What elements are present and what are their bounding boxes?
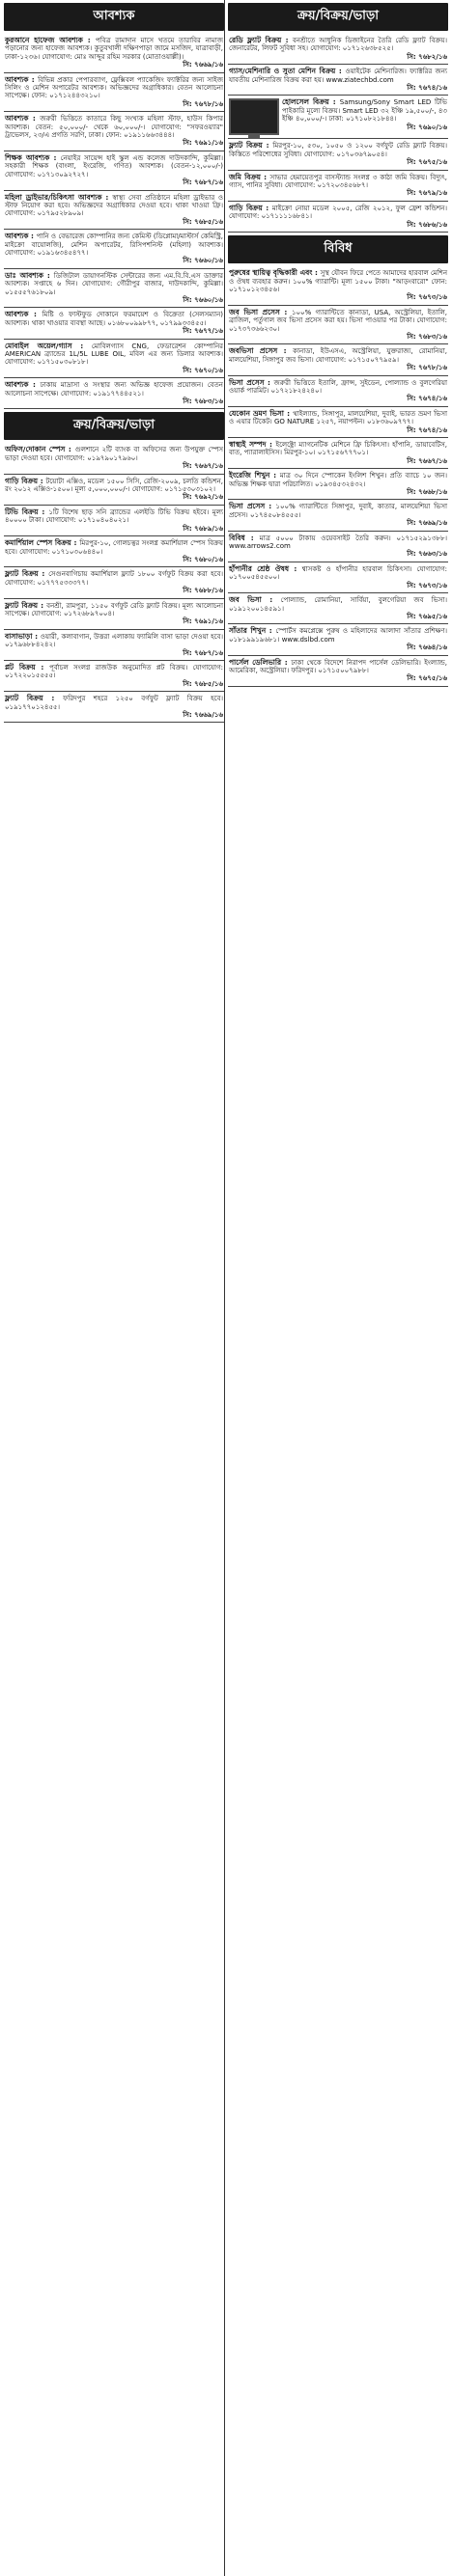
ad-text: সুস্থ যৌবন ফিরে পেতে আমাদের হারবাল মেশিন ও ঔষধ ব্যবহার করুন। ১০০% গ্যারান্টি। মূল্য ১৫০০ টাকা। "আড়ংবারো" ফোন: ০১৭১০১২৩৪৫৬।: [229, 269, 448, 293]
right-column: [228, 0, 448, 2576]
section-header-buy-sell-rent: ক্রয়/বিক্রয়/ভাড়া: [4, 412, 224, 440]
ad-text: মোবিলগ্যাস CNG, ফেডারেশন কোম্পানির AMERICAN ব্র্যান্ডের 1L/5L LUBE OIL, মবিল এর জন্য ডিলার আবশ্যক। যোগাযোগ: ০১৭১৫০৩০৮১৮।: [5, 342, 223, 367]
ad-category: আবশ্যক :: [5, 310, 42, 319]
classified-ad: [4, 113, 224, 151]
classified-ad: [228, 172, 448, 202]
section-header-wanted: আবশ্যক: [4, 3, 224, 31]
ad-reference-code: সি: ৭৬৮৩/১৬: [407, 332, 447, 341]
ad-category: গাড়ি বিক্রয় :: [5, 476, 46, 485]
ad-category: ভিসা প্রসেস :: [229, 502, 276, 511]
ad-text: জরুরী ভিত্তিতে কাতারে কিছু সংখ্যক মহিলা স্টাফ, হাউস কিপার আবশ্যক। বেতন: ৫০,০০০/- থেকে ৬০,০০০/-। যোগাযোগ: "সফরওয়্যার" ট্রাভেলস, ২৩/এ প্রগতি সরণি, ঢাকা। ফোন: ০১৯১১৬৬৩৪৪৪।: [5, 115, 223, 140]
miscellaneous-ads: [228, 267, 448, 687]
ad-text: মিরপুর-১০, গোলচত্বর সংলগ্ন কমার্শিয়াল স্পেস বিক্রয় হবে। যোগাযোগ: ০১৭১০৩০৬৪৪০।: [5, 539, 223, 556]
ad-text: বনশ্রীতে আধুনিক ডিজাইনের তৈরি রেডি ফ্ল্যাট বিক্রয়। জেনারেটর, লিফট সুবিধা সহ। যোগাযোগ: ০১৭১২৬৩৮৫২৫।: [229, 37, 447, 53]
ad-text: স্পোর্টস কমপ্লেক্সে পুরুষ ও মহিলাদের আলাদা সাঁতার প্রশিক্ষণ। ০১৮১৯৯১৯৬৮১। www.dslbd.com: [229, 627, 447, 644]
ad-reference-code: সি: ৭৬৭৩/১৬: [407, 581, 447, 589]
ad-text: থাইল্যান্ড, সিঙ্গাপুর, মালয়েশিয়া, দুবাই, ভারত ভ্রমণ ভিসা ও এয়ার টিকেট। GO NATURE ১২৫৭, নয়াপল্টন। ০১৮৩৬০৯৭৭৭।: [229, 409, 447, 426]
ad-text: ইলেক্ট্রো ম্যাগনেটিক মেশিনে ফ্রি চিকিৎসা। হাঁপানি, ডায়াবেটিস, বাত, প্যারালাইসিস। মিরপুর-১০। ০১৭১৫৬৭৭৭০১।: [229, 441, 447, 457]
ad-reference-code: সি: ৭৬৮৫/১৬: [183, 679, 223, 688]
ad-reference-code: সি: ৭৬৮৭/১৬: [183, 648, 223, 657]
ad-category: ফ্ল্যাট বিক্রয় :: [229, 141, 273, 151]
ad-category: গাড়ি বিক্রয় :: [229, 203, 272, 212]
ad-text: জরুরী ভিত্তিতে ইতালি, ফ্রান্স, সুইডেন, পোল্যান্ড ও বুলগেরিয়া ওয়ার্ক পারমিট। ০১৭২১৮২৪২৪০।: [229, 378, 448, 395]
classified-ad: [228, 594, 448, 624]
ad-category: জব ভিসা প্রসেস :: [229, 307, 292, 316]
classified-ad: [4, 35, 224, 73]
tv-image: [229, 98, 279, 135]
classified-ad: [4, 152, 224, 191]
buy-sell-ads-left: [4, 444, 224, 723]
ad-text: পানি ও বেভারেজ কোম্পানির জন্য কেমিস্ট (ডিপ্লোমা/মাস্টার্স কেমিস্ট্রি, মাইক্রো বায়োলজি), মেশিন অপারেটর, রিসিপশনিস্ট (মহিলা) আবশ্যক। যোগাযোগ: ০১৯১৬৩৪৫৪৭৭।: [5, 233, 224, 257]
ad-category: পার্সেল ডেলিভারি :: [229, 657, 292, 667]
ad-category: আবশ্যক :: [5, 114, 41, 123]
ad-reference-code: সি: ৭৬৭৮/১৬: [407, 364, 447, 372]
ad-reference-code: সি: ৭৬৮২/১৬: [407, 52, 447, 61]
classified-ad: [228, 66, 448, 96]
ad-text: পূর্বাচল সংলগ্ন রাজউক অনুমোদিত প্লট বিক্রয়। যোগাযোগ: ০১৭২২০১৫৫৫৫।: [5, 663, 223, 680]
ad-category: ভিসা প্রসেস :: [229, 377, 274, 387]
classified-ad: [228, 307, 448, 345]
ad-text: ১০০% গ্যারান্টিতে সিঙ্গাপুর, দুবাই, কাতার, মালয়েশিয়া ভিসা প্রসেস। ০১৭৪৫০৮৪৫৫৫।: [229, 503, 447, 519]
ad-text: মাত্র ৫০০০ টাকায় ওয়েবসাইট তৈরি করুন। ০১৭১৫২৯১৩৮৮। www.arrows2.com: [229, 534, 447, 551]
classified-ad: [4, 600, 224, 630]
ad-text: কানাডা, ইউএসএ, অস্ট্রেলিয়া, যুক্তরাজ্য, রোমানিয়া, মালয়েশিয়া, সিঙ্গাপুর জব ভিসা। যোগাযোগ: ০১৭১৫০৭৭৯৫৯।: [229, 347, 447, 364]
ad-reference-code: সি: ৭৬৮৯/১৬: [183, 524, 223, 533]
classified-ad: [4, 568, 224, 598]
classified-ad: [228, 657, 448, 687]
ad-text: সেগুনবাগিচায় কমার্শিয়াল ফ্ল্যাট ১৮০০ বর্গফুট বিক্রয় করা হবে। যোগাযোগ: ০১৭৭৭৫৩৩৩৭৭।: [5, 570, 223, 587]
ad-category: পুরুষের স্থায়িত্ব বৃদ্ধিকারী এবং :: [229, 268, 321, 278]
ad-category: গ্যাস/মেশিনারি ও সুতা মেশিন বিক্রয় :: [229, 67, 346, 76]
ad-text: শ্বাসকষ্ট ও হাঁপানীর হারবাল চিকিৎসা। যোগাযোগ: ০১৭০০৫৪৫৫০০।: [229, 564, 447, 582]
ad-category: ইংরেজি শিখুন :: [229, 471, 280, 480]
ad-category: বাসাভাড়া :: [5, 631, 41, 641]
ad-reference-code: সি: ৭৬৭৮/১৬: [183, 99, 223, 108]
ad-reference-code: সি: ৭৬৬৯/১৬: [183, 61, 223, 69]
ad-text: মাইক্রো নোয়া মডেল ২০০৫, রেজি ২০১২, ফুল ফ্রেশ কন্ডিশন। যোগাযোগ: ০১৭১১১১৬৮৪১।: [229, 204, 447, 221]
ad-category: প্লট বিক্রয় :: [5, 662, 50, 671]
ad-reference-code: সি: ৭৬৭৫/১৬: [407, 674, 447, 683]
classified-ad: [4, 537, 224, 567]
section-header-buy-sell-rent-right: ক্রয়/বিক্রয়/ভাড়া: [228, 3, 448, 31]
classified-ad: [228, 140, 448, 170]
ad-category: জবভিসা প্রসেস :: [229, 346, 294, 356]
classified-ad: [4, 662, 224, 692]
ad-reference-code: সি: ৭৬৭৪/১৬: [407, 395, 447, 403]
classified-ad: [4, 270, 224, 309]
ad-category: হাঁপানীর শ্রেষ্ঠ ঔষধ :: [229, 563, 302, 573]
classified-ad: [4, 341, 224, 379]
classified-ad: [4, 231, 224, 269]
ad-reference-code: সি: ৭৬৬৪/১৬: [407, 644, 447, 652]
ad-text: সাভার হেমায়েতপুর বাসস্ট্যান্ড সংলগ্ন ৩ কাঠা জমি বিক্রয়। বিদ্যুৎ, গ্যাস, পানির সুবিধা। যোগাযোগ: ০১৭২০৩৪৫৬৮৭।: [229, 173, 447, 190]
classified-ad: [228, 563, 448, 593]
ad-category: ফ্ল্যাট বিক্রয় :: [5, 694, 64, 703]
ad-category: কুরআনে হাফেজ আবশ্যক :: [5, 36, 96, 44]
classified-ad: [228, 470, 448, 500]
ad-text: মাত্র ৩০ দিনে স্পোকেন ইংলিশ শিখুন। প্রতি ব্যাচে ১০ জন। অভিজ্ঞ শিক্ষক দ্বারা পরিচালিত। ০১৯৩৪৫৩২৪৩২।: [229, 472, 447, 488]
classified-ad: [4, 631, 224, 661]
classified-ad: [4, 309, 224, 339]
ad-reference-code: সি: ৭৬৯০/১৬: [407, 123, 447, 131]
ad-reference-code: সি: ৭৬৭৩/১৬: [407, 293, 447, 302]
ad-category: ডাঃ আবশ্যক :: [5, 270, 54, 280]
ad-category: মোবাইল অয়েল/গ্যাস :: [5, 341, 92, 350]
ad-reference-code: সি: ৭৬৬৯/১৬: [407, 519, 447, 528]
classified-ad: [4, 192, 224, 231]
ad-text: Samsung/Sony Smart LED টিভি পাইকারি মূল্যে বিক্রয়। Smart LED ৩২ ইঞ্চি ১৯,৫০০/-, ৪৩ ইঞ্চি ৪০,০০০/-। ঢাকা: ০১৭১০৮২১৮৪৪।: [282, 98, 448, 123]
ad-reference-code: সি: ৭৬৭৭/১৬: [183, 327, 223, 336]
ad-reference-code: সি: ৭৬৬৯/১৬: [183, 711, 223, 719]
ad-reference-code: সি: ৭৬৯২/১৬: [183, 493, 223, 502]
classified-ad: [228, 203, 448, 233]
ad-category: অফিস/দোকান স্পেস :: [5, 445, 75, 454]
ad-category: বিবিধ :: [229, 533, 260, 542]
ad-category: হোলসেল বিক্রয় :: [282, 97, 340, 107]
ad-text: স্বাস্থ্য সেবা প্রতিষ্ঠানে মহিলা ড্রাইভার ও স্টাফ নিয়োগ করা হবে। অভিজ্ঞদের অগ্রাধিকার দেওয়া হবে। থাকা খাওয়া ফ্রি। যোগাযোগ: ০১৭৯৫২৮৯০৯।: [5, 193, 224, 218]
left-column: [4, 0, 224, 2576]
classified-ad: [4, 507, 224, 536]
classified-ad: [4, 444, 224, 474]
ad-category: টিভি বিক্রয় :: [5, 507, 49, 516]
ad-reference-code: সি: ৭৬৬০/১৬: [183, 257, 223, 265]
classified-ad: [228, 533, 448, 562]
ad-reference-code: সি: ৭৬৯১/১৬: [183, 139, 223, 148]
ad-text: টয়োটা এক্সিও, মডেল ১৫০০ সিসি, রেজি-২০০৯, চলতি কন্ডিশন, রং ২০১২ এক্সিও-১৫০০। মূল্য ৫,০০০,০০০/-। যোগাযোগ: ০১৭১৫৩০৩১০২।: [5, 477, 223, 494]
ad-text: ওয়ারী, কলাবাগান, উত্তরা এলাকায় ফ্যামিলি বাসা ভাড়া দেওয়া হবে। ০১৭৯৬৮৮৪২৪২।: [5, 632, 223, 649]
classified-ad: [228, 267, 448, 306]
classified-ad: [228, 345, 448, 375]
ad-text: মিরপুর-১০, ৫৩০, ১০৫০ ও ১২০০ বর্গফুট রেডি ফ্ল্যাট বিক্রয়। কিস্তিতে পরিশোধের সুবিধা। যোগাযোগ: ০১৭০৩৬৭৯০৫৪।: [229, 142, 447, 158]
ad-text: ১টি বিশেষ ছাড় সনি ব্র্যান্ডের এলইডি টিভি বিক্রয় হইবে। মূল্য ৪০০০০ টাকা। যোগাযোগ: ০১৭১০৪০৪০২১।: [5, 507, 224, 525]
classified-ad: [4, 379, 224, 409]
ad-text: ঢাকা থেকে বিদেশে নিরাপদ পার্সেল ডেলিভারি। ইংল্যান্ড, আমেরিকা, অস্ট্রেলিয়া। ফরিদপুর। ০১৭১৫০০৭৯৮৮।: [229, 658, 447, 674]
ad-reference-code: সি: ৭৬৯১/১৬: [183, 617, 223, 626]
buy-sell-ads-right: [228, 35, 448, 233]
classified-ad: [4, 74, 224, 113]
section-header-miscellaneous: বিবিধ: [228, 235, 448, 263]
ad-reference-code: সি: ৭৬৮৬/১৬: [407, 220, 447, 229]
ad-reference-code: সি: ৭৬৯৫/১৬: [407, 612, 447, 620]
ad-category: জব ভিসা :: [229, 595, 281, 605]
ad-text: মিষ্টি ও ফাস্টফুড দোকানে ফরমায়েশ ও বিক্রেতা (সেলসম্যান) আবশ্যক। থাকা খাওয়ার ব্যবস্থা আছে। ০১৬৮০০৯৯৮৭৭, ০১৭৯৯৩৩৪৫৫।: [5, 311, 223, 327]
ad-reference-code: সি: ৭৬৬০/১৬: [183, 295, 223, 304]
ad-category: যেকোন ভ্রমণ ভিসা :: [229, 408, 294, 418]
column-divider: [224, 0, 225, 2576]
classified-ad: [4, 476, 224, 506]
ad-text: বিভিন্ন প্রকার পেপারব্যাগ, ফ্লেক্সিবল প্যাকেজিং ফ্যাক্টরির জন্য সাইজ সিলিং ও মেশিন অপারেটর আবশ্যক। অভিজ্ঞদের অগ্রাধিকার। বেতন আলোচনা সাপেক্ষে। ফোন: ০১৭১২৪৪৩২১০।: [5, 75, 223, 100]
ad-text: ফরিদপুর শহরে ১২৫০ বর্গফুট ফ্ল্যাট বিক্রয় হবে। ০১৯১৭৭০১২৪৫৫।: [5, 695, 223, 711]
classified-ad: [228, 96, 448, 139]
ad-text: ওয়াইটেক মেশিনারিজ। ফ্যাক্টরির জন্য যাবতীয় মেশিনারিজ বিক্রয় করা হয়। www.ziatechbd.com: [229, 68, 447, 84]
ad-reference-code: সি: ৭৬৭৪/১৬: [407, 84, 447, 93]
ad-category: শিক্ষক আবশ্যক :: [5, 152, 61, 162]
ad-category: রেডি ফ্ল্যাট বিক্রয় :: [229, 36, 293, 44]
ad-category: আবশ্যক :: [5, 232, 37, 241]
ad-reference-code: সি: ৭৬৮৮/১৬: [183, 587, 223, 595]
ad-category: জমি বিক্রয় :: [229, 172, 270, 181]
ad-body: [282, 98, 447, 135]
ad-category: কমার্শিয়াল স্পেস বিক্রয় :: [5, 538, 80, 548]
ad-text: ঢাকায় মাদ্রাসা ও সংস্থার জন্য অভিজ্ঞ হাফেজ প্রয়োজন। বেতন আলোচনা সাপেক্ষে। যোগাযোগ: ০১৯১৭৭৪৪৫২১।: [5, 381, 223, 397]
ad-text: নেয়াইর সায়েন্স হাই স্কুল এন্ড কলেজ দাউদকান্দি, কুমিল্লা। সহকারী শিক্ষক (বাংলা, ইংরেজি, গণিত) আবশ্যক। (বেতন-১২,০০০/-) যোগাযোগ: ০১৭১৩০৯২৭২৭।: [5, 153, 223, 178]
ad-reference-code: সি: ৭৬৬৭/১৬: [407, 456, 447, 465]
ad-reference-code: সি: ৭৬৭৯/১৬: [407, 189, 447, 198]
ad-reference-code: সি: ৭৬৮৩/১৬: [183, 397, 223, 406]
ad-reference-code: সি: ৭৬৮৭/১৬: [183, 178, 223, 187]
ad-category: সাঁতার শিখুন :: [229, 626, 276, 636]
ad-reference-code: সি: ৭৬৭০/১৬: [183, 366, 223, 374]
ad-text: গুলশানে ২টি ব্যাংক বা অফিসের জন্য উপযুক্ত স্পেস ভাড়া দেওয়া হবে। যোগাযোগ: ০১৯৭৯০১৭৯৬০।: [5, 446, 223, 462]
classified-ad: [228, 408, 448, 438]
ad-reference-code: সি: ৭৬৭৪/১৬: [407, 425, 447, 434]
classified-ad: [228, 439, 448, 469]
ad-category: স্বাস্থ্যই সম্পদ :: [229, 440, 276, 449]
ad-text: পোল্যান্ড, রোমানিয়া, সার্বিয়া, বুলগেরিয়া জব ভিসা। ০১৯১২০০১৪৫৯১।: [229, 596, 448, 613]
ad-reference-code: সি: ৭৬৬৭/১৬: [183, 462, 223, 471]
ad-category: ফ্ল্যাট বিক্রয় :: [5, 569, 49, 579]
classified-ad: [228, 35, 448, 65]
classified-ad: [228, 377, 448, 407]
ad-text: ডিজিটাল ডায়াগনস্টিক সেন্টারের জন্য এম.বি.বি.এস ডাক্তার আবশ্যক। সপ্তাহে ৬ দিন। যোগাযোগ: গৌরীপুর বাজার, দাউদকান্দি, কুমিল্লা। ০১৫৫৫৭৬১৮০৯।: [5, 271, 223, 296]
ad-text: পবিত্র রামাদান মাসে খতমে তারাবির নামাজ পড়ানোর জন্য হাফেজ আবশ্যক। কুতুবখালী দক্ষিণপাড়া জামে মসজিদ, যাত্রাবাড়ী, ঢাকা-১২৩৬। যোগাযোগ: মোঃ আব্দুর রহিম সরকার (মোতাওয়াল্লী)।: [5, 37, 223, 61]
ad-reference-code: সি: ৭৬৮৫/১৬: [183, 217, 223, 226]
ad-text: ১০০% গ্যারান্টিতে কানাডা, USA, অস্ট্রেলিয়া, ইতালি, ব্রাজিল, পর্তুগাল জব ভিসা প্রসেস করা হয়। ভিসা পাওয়ার পর টাকা। যোগাযোগ: ০১৭৩৭৩৬৬২৩০।: [229, 308, 447, 333]
classified-ad: [4, 693, 224, 723]
ad-reference-code: সি: ৭৬৬৮/১৬: [407, 488, 447, 497]
ad-category: ফ্ল্যাট বিক্রয় :: [5, 600, 47, 610]
classified-ad: [228, 625, 448, 655]
ad-category: আবশ্যক :: [5, 74, 39, 84]
ad-reference-code: সি: ৭৬৭৫/১৬: [407, 158, 447, 167]
wanted-ads: [4, 35, 224, 409]
ad-reference-code: সি: ৭৬৬৩/১৬: [407, 550, 447, 559]
ad-reference-code: সি: ৭৬৮০/১৬: [183, 555, 223, 563]
ad-category: আবশ্যক :: [5, 380, 41, 390]
classified-ad: [228, 501, 448, 531]
ad-text: বনশ্রী, রামপুরা, ১১৫০ বর্গফুট রেডি ফ্ল্যাট বিক্রয়। মূল্য আলোচনা সাপেক্ষে। যোগাযোগ: ০১৭২৬৮৯৭০০৪।: [5, 601, 223, 617]
ad-category: মহিলা ড্রাইভার/চিকিৎসা আবশ্যক :: [5, 192, 113, 202]
